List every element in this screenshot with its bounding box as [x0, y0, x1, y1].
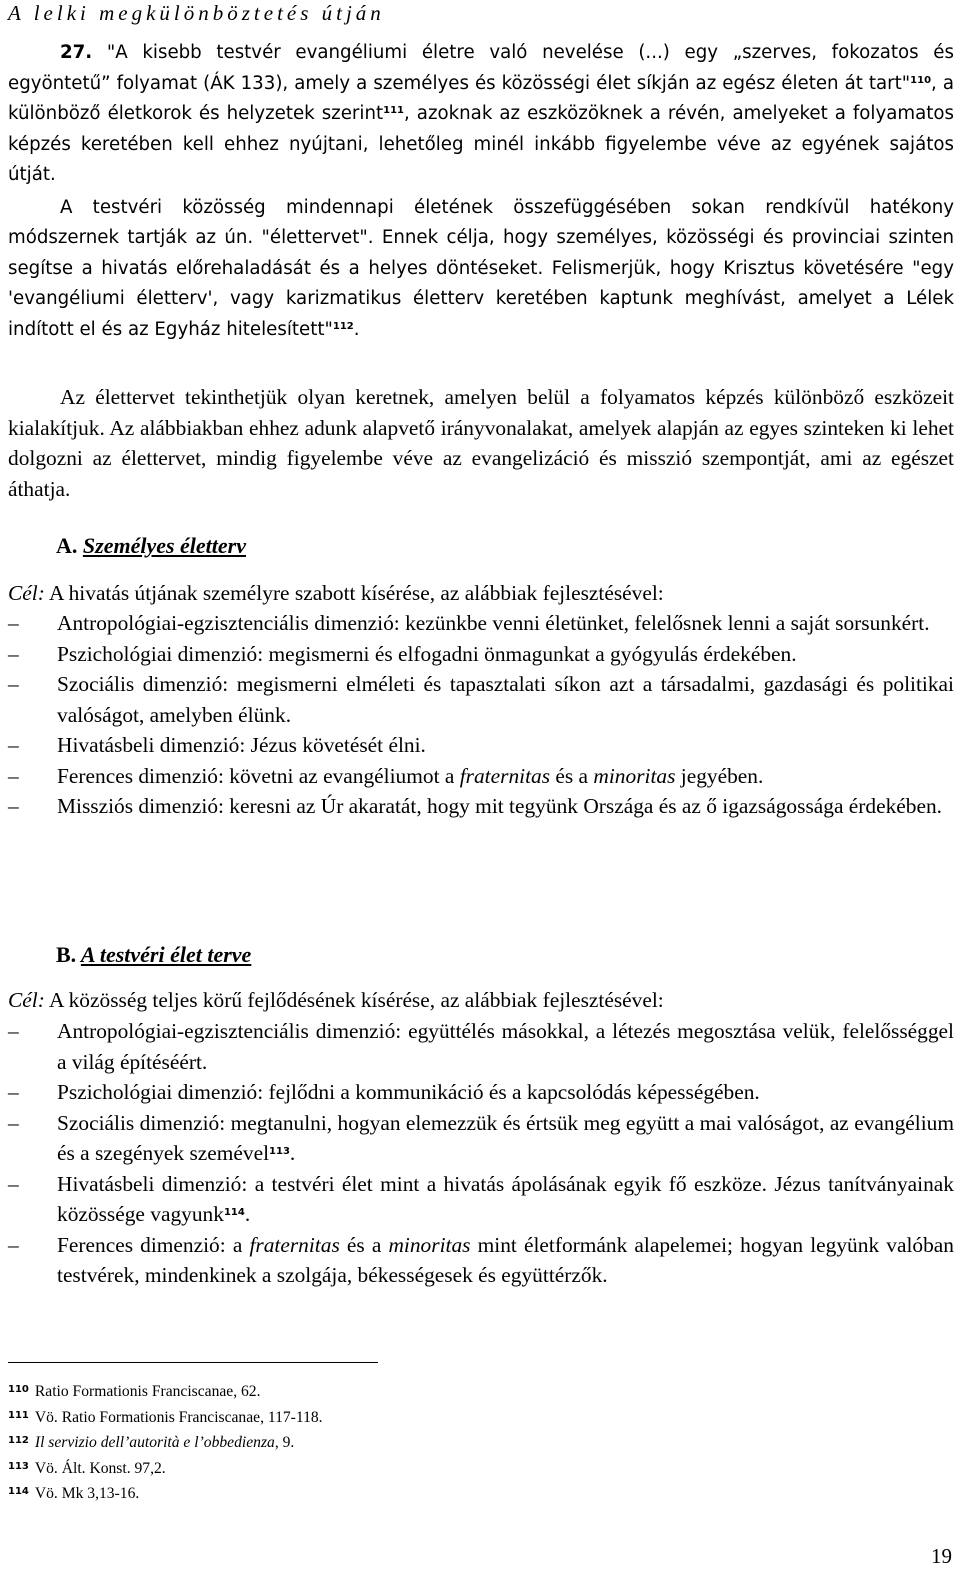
paragraph-framework: [8, 382, 954, 504]
list-item: [8, 639, 954, 670]
section-b-list: [8, 1016, 954, 1291]
list-item: [8, 1016, 954, 1077]
goal-label: Cél:: [8, 988, 45, 1012]
footnote-ref-113[interactable]: 113: [269, 1146, 290, 1157]
footnote: [8, 1429, 708, 1455]
list-item-text: Szociális dimenzió: megismerni elméleti és tapasztalati síkon azt a társadalmi, gazdasági és politikai valóságot, amelyben élünk.: [57, 672, 954, 727]
footnote-text: Vö. Ratio Formationis Franciscanae, 117-118.: [34, 1408, 323, 1426]
dash-bullet: –: [8, 611, 19, 635]
dash-bullet: –: [8, 641, 19, 666]
list-item-text: Pszichológiai dimenzió: megismerni és elfogadni önmagunkat a gyógyulás érdekében.: [57, 641, 797, 666]
goal-label: Cél:: [8, 581, 45, 605]
list-item-text: Ferences dimenzió: a: [57, 1232, 250, 1257]
footnote-italic: Il servizio dell’autorità e l’obbedienza: [34, 1434, 275, 1451]
list-item-text: Pszichológiai dimenzió: fejlődni a kommunikáció és a kapcsolódás képességében.: [57, 1080, 760, 1104]
dash-bullet: –: [8, 1019, 19, 1043]
section-a-heading: [56, 532, 246, 560]
list-item: [8, 669, 954, 730]
paragraph-27: [8, 38, 954, 345]
list-item-text: Hivatásbeli dimenzió: a testvéri élet mint a hivatás ápolásának egyik fő eszköze. Jézus tanítványainak közössége vagyunk: [57, 1171, 954, 1226]
dash-bullet: –: [8, 672, 19, 696]
section-title: Személyes életterv: [82, 533, 246, 558]
dash-bullet: –: [8, 1232, 19, 1257]
running-header: A lelki megkülönböztetés útján: [8, 1, 385, 25]
list-item-text: mint életformánk alapelemei; hogyan legyünk valóban testvérek, mindenkinek a szolgája, békességesek és együttérzők.: [57, 1232, 954, 1287]
footnote: [8, 1480, 708, 1506]
list-item-text: Antropológiai-egzisztenciális dimenzió: együttélés másokkal, a létezés megosztása velük, felelősséggel a világ építéséért.: [57, 1019, 954, 1074]
list-item-text: .: [289, 1141, 296, 1165]
footnote-ref-111[interactable]: 111: [383, 105, 404, 116]
footnote-number: 111: [8, 1409, 29, 1421]
list-item-text: .: [244, 1202, 251, 1226]
section-b-heading: [56, 941, 251, 969]
footnotes: [8, 1378, 708, 1506]
list-item-italic: minoritas: [388, 1232, 471, 1257]
paragraph-number: 27.: [60, 42, 93, 63]
section-letter: A.: [56, 533, 78, 558]
list-item-text: Antropológiai-egzisztenciális dimenzió: kezünkbe venni életünket, felelősnek lenni a saját sorsunkért.: [57, 611, 930, 635]
list-item-text: Missziós dimenzió: keresni az Úr akaratát, hogy mit tegyünk Országa és az ő igazságossága érdekében.: [57, 794, 943, 818]
dash-bullet: –: [8, 794, 19, 818]
footnote-ref-114[interactable]: 114: [223, 1207, 245, 1218]
list-item: [8, 791, 954, 822]
paragraph-text: , a különböző életkorok és helyzetek szerint: [8, 72, 954, 124]
dash-bullet: –: [8, 1080, 19, 1104]
list-item-italic: fraternitas: [459, 763, 551, 788]
footnote: [8, 1378, 708, 1404]
footnote: [8, 1404, 708, 1430]
footnote-number: 110: [8, 1384, 29, 1395]
section-a-goal: [8, 578, 954, 609]
footnote-text: Vö. Ált. Konst. 97,2.: [34, 1459, 166, 1477]
footnote-number: 113: [8, 1460, 29, 1472]
dash-bullet: –: [8, 763, 19, 788]
list-item: [8, 1108, 954, 1169]
paragraph-text: .: [353, 318, 360, 340]
paragraph-text: "A kisebb testvér evangéliumi életre való nevelése (...) egy „szerves, fokozatos és egyöntetű” folyamat (ÁK 133), amely a személyes és közösségi élet síkján az egész életen át tart": [8, 42, 954, 94]
footnote-ref-112[interactable]: 112: [332, 320, 354, 332]
section-letter: B.: [56, 942, 77, 967]
footnote-text: , 9.: [274, 1434, 295, 1451]
dash-bullet: –: [8, 733, 19, 757]
list-item: [8, 1077, 954, 1108]
page-number: 19: [931, 1544, 952, 1568]
section-title: A testvéri élet terve: [80, 942, 252, 967]
list-item-text: jegyében.: [675, 763, 764, 788]
paragraph-text: , azoknak az eszközöknek a révén, amelyeket a folyamatos képzés keretében kell ehhez nyújtani, lehetőleg minél inkább figyelembe véve az egyének sajátos útját.: [8, 103, 954, 185]
footnote: [8, 1455, 708, 1481]
footnote-number: 112: [8, 1435, 29, 1446]
goal-text: A hivatás útjának személyre szabott kísérése, az alábbiak fejlesztésével:: [44, 581, 664, 605]
list-item-text: Hivatásbeli dimenzió: Jézus követését élni.: [57, 733, 426, 757]
list-item-text: és a: [339, 1232, 389, 1257]
list-item-text: Szociális dimenzió: megtanulni, hogyan elemezzük és értsük meg együtt a mai valóságot, az evangélium és a szegények szemével: [57, 1110, 954, 1165]
footnote-ref-110[interactable]: 110: [910, 74, 932, 86]
footnote-separator: [8, 1362, 378, 1363]
list-item: [8, 730, 954, 761]
goal-text: A közösség teljes körű fejlődésének kísérése, az alábbiak fejlesztésével:: [44, 988, 664, 1012]
footnote-number: 114: [8, 1486, 29, 1497]
dash-bullet: –: [8, 1110, 19, 1135]
list-item: [8, 608, 954, 639]
dash-bullet: –: [8, 1171, 19, 1196]
list-item-text: Ferences dimenzió: követni az evangéliumot a: [57, 763, 460, 788]
paragraph-text: A testvéri közösség mindennapi életének összefüggésében sokan rendkívül hatékony módszernek tartják az ún. "élettervet". Ennek célja, hogy személyes, közösségi és provinciai szinten segítse a hivatás előrehaladását és a helyes döntéseket. Felismerjük, hogy Krisztus követésére "egy 'evangéliumi életterv', vagy karizmatikus életterv keretében kaptunk meghívást, amelyet a Lélek indított el és az Egyház hitelesített": [8, 196, 954, 340]
list-item-text: és a: [550, 763, 594, 788]
footnote-text: Ratio Formationis Franciscanae, 62.: [34, 1383, 261, 1400]
list-item-italic: minoritas: [593, 763, 676, 788]
footnote-text: Vö. Mk 3,13-16.: [34, 1485, 140, 1502]
list-item-italic: fraternitas: [249, 1232, 340, 1257]
section-a-list: [8, 608, 954, 822]
section-b-goal: [8, 985, 954, 1016]
list-item: [8, 1230, 954, 1291]
paragraph-text: Az élettervet tekinthetjük olyan keretnek, amelyen belül a folyamatos képzés különböző eszközeit kialakítjuk. Az alábbiakban ehhez adunk alapvető irányvonalakat, amelyek alapján az egyes szinteken ki lehet dolgozni az élettervet, mindig figyelembe véve az evangelizáció és misszió szempontját, ami az egészet áthatja.: [8, 385, 954, 501]
list-item: [8, 761, 954, 792]
list-item: [8, 1169, 954, 1230]
